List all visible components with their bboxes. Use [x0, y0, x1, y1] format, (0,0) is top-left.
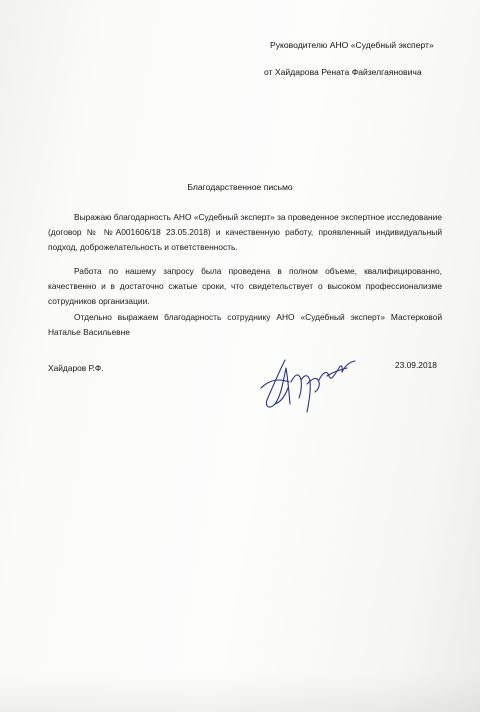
paragraph-work-quality: Работа по нашему запросу была проведена в полном объеме, квалифицированно, качественно и в достаточно сжатые сроки, что свидетельствует о высоком профессионализме сотрудников организации.	[48, 266, 442, 306]
handwritten-signature	[255, 352, 360, 414]
paragraph-gratitude: Выражаю благодарность АНО «Судебный эксперт» за проведенное экспертное исследование (договор № №А001606/18 23.05.2018) и качественную работу, проявленный индивидуальный подход, доброжелательность и ответственность.	[48, 212, 442, 252]
paragraph-employee-thanks: Отдельно выражаем благодарность сотруднику АНО «Судебный эксперт» Мастерковой Наталье Васильевне	[48, 312, 442, 337]
letter-title: Благодарственное письмо	[187, 182, 293, 192]
addressee-recipient: Руководителю АНО «Судебный эксперт»	[270, 40, 434, 50]
addressee-sender: от Хайдарова Рената Файзелгаяновича	[264, 67, 422, 77]
signatory-name: Хайдаров Р.Ф.	[48, 363, 104, 373]
letter-date: 23.09.2018	[395, 360, 437, 370]
